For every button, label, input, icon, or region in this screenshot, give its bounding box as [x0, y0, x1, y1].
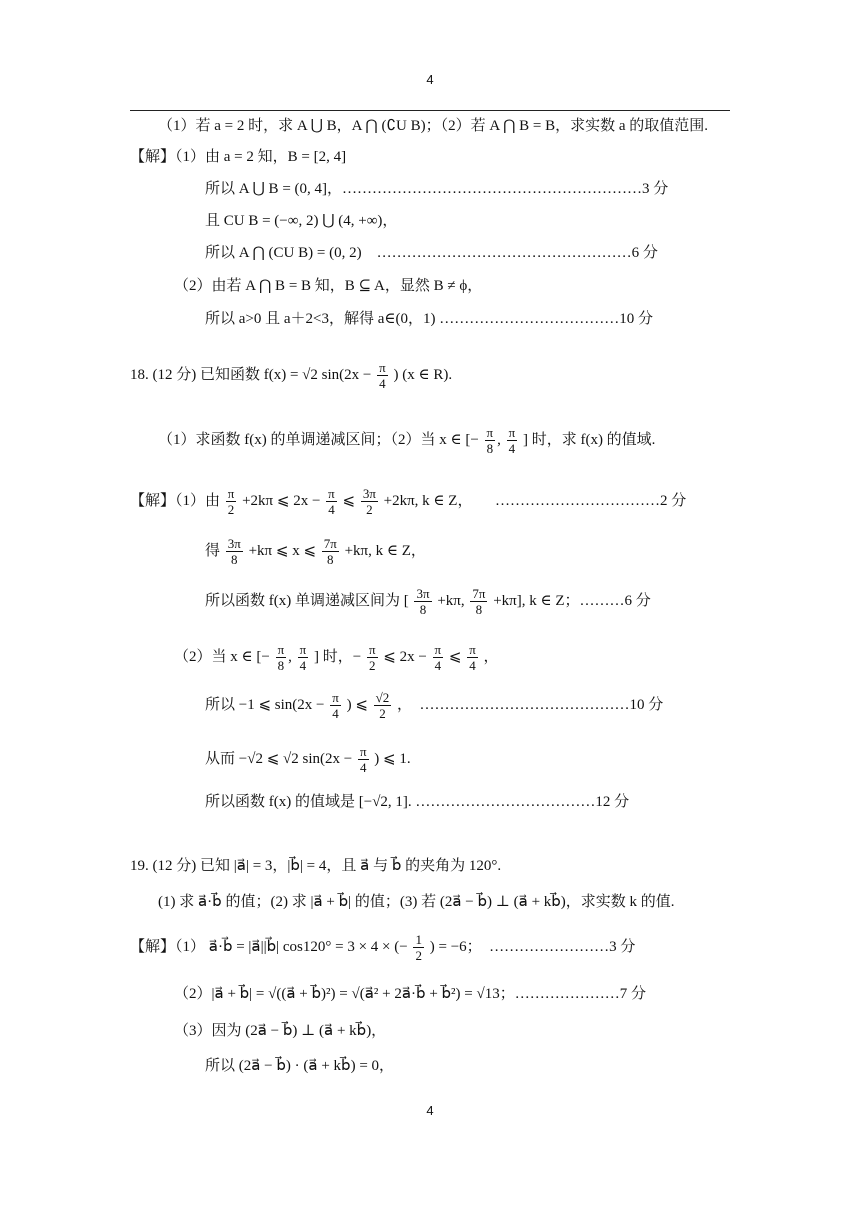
q18-s2-l2-b: ) ⩽	[346, 696, 368, 713]
q18-s2-l1-b: ] 时，−	[313, 648, 362, 665]
q18-s2-l3-a: 从而 −√2 ⩽ √2 sin(2x −	[205, 750, 353, 767]
q19-ask: (1) 求 a⃗·b⃗ 的值；(2) 求 |a⃗ + b⃗| 的值；(3) 若 (2a⃗ − b⃗) ⊥ (a⃗ + kb⃗)，求实数 k 的值.	[158, 894, 675, 910]
q19-title: 19. (12 分) 已知 |a⃗| = 3，|b⃗| = 4，且 a⃗ 与 b⃗ 的夹角为 120°.	[130, 858, 502, 874]
q18-s1-l1-d: +2kπ, k ∈ Z， ……………………………2 分	[383, 492, 687, 509]
q18-ask: （1）求函数 f(x) 的单调递减区间；（2）当 x ∈ [− $\frac{\pi}{8}$ , $\frac{\pi}{4}$ ] 时，求 f(x) 的值域.	[158, 425, 656, 456]
fraction-pi-over-2: $\frac{\pi}{2}$	[227, 486, 235, 517]
fraction-pi-over-4: $\frac{\pi}{4}$	[328, 486, 335, 517]
q18-s1-l3-b: +kπ,	[437, 592, 465, 609]
q17-solution-part2-line-1: （2）由若 A ⋂ B = B 知，B ⊆ A，显然 B ≠ ϕ，	[174, 278, 483, 294]
fraction-pi-over-4: $\frac{\pi}{4}$	[469, 642, 476, 673]
fraction-7pi-over-8: $\frac{7\pi}{8}$	[472, 586, 486, 617]
q18-title-pre: 18. (12 分) 已知函数 f(x) = √2 sin(2x −	[130, 366, 372, 383]
q17-solution-part2-line-2: 所以 a>0 且 a＋2<3，解得 a∈(0，1) ………………………………10 分	[205, 311, 653, 327]
q19-solution-line-1	[130, 932, 635, 963]
fraction-pi-over-4: $\frac{\pi}{4}$	[299, 642, 307, 673]
q18-ask-pre: （1）求函数 f(x) 的单调递减区间；（2）当 x ∈ [−	[158, 431, 479, 448]
q17-solution-line-1: 【解】（1）由 a = 2 知，B = [2, 4]	[130, 149, 347, 165]
q17-solution-line-2: 所以 A ⋃ B = (0, 4]，……………………………………………………3 分	[205, 181, 669, 197]
q19-solution-line-4: 所以 (2a⃗ − b⃗) · (a⃗ + kb⃗) = 0，	[205, 1058, 395, 1074]
q18-s2-l1-c: ⩽ 2x −	[383, 648, 427, 665]
fraction-pi-over-8: $\frac{\pi}{8}$	[486, 425, 494, 456]
fraction-pi-over-8: $\frac{\pi}{8}$	[277, 642, 285, 673]
fraction-3pi-over-8: $\frac{3\pi}{8}$	[227, 536, 241, 567]
page-number-top: 4	[426, 72, 434, 87]
header-rule	[130, 110, 730, 111]
q18-s1-l2-b: +kπ ⩽ x ⩽	[248, 542, 317, 559]
page-number-bottom: 4	[426, 1103, 434, 1118]
fraction-pi-over-4: $\frac{\pi}{4}$	[379, 360, 386, 391]
q19-solution-line-2: （2）|a⃗ + b⃗| = √((a⃗ + b⃗)²) = √(a⃗² + 2a⃗·b⃗ + b⃗²) = √13；…………………7 分	[174, 986, 646, 1002]
q18-s1-l1-a: 【解】（1）由	[130, 492, 221, 509]
q18-s1-l1-c: ⩽	[342, 492, 356, 509]
q19-s1-a: 【解】（1） a⃗·b⃗ = |a⃗||b⃗| cos120° = 3 × 4 × (−	[130, 938, 408, 955]
q18-solution-line-3	[205, 586, 651, 617]
fraction-3pi-over-8: $\frac{3\pi}{8}$	[416, 586, 430, 617]
q18-solution-line-2	[205, 536, 426, 567]
q18-solution-line-1	[130, 486, 686, 517]
q17-solution-line-3: 且 CU B = (−∞, 2) ⋃ (4, +∞)，	[205, 213, 398, 229]
q18-s1-l3-c: +kπ], k ∈ Z；………6 分	[493, 592, 651, 609]
q18-solution-part2-line-1: （2）当 x ∈ [− $\frac{\pi}{8}$ , $\frac{\pi}{4}$ ] 时，− $\frac{\pi}{2}$ ⩽ 2x − $\frac{\pi}{4}$ ⩽ $\frac{\pi}{4}$ ，	[174, 642, 499, 673]
fraction-pi-over-2: $\frac{\pi}{2}$	[368, 642, 376, 673]
fraction-3pi-over-2: $\frac{3\pi}{2}$	[362, 486, 376, 517]
q18-s1-l2-a: 得	[205, 542, 221, 559]
q18-solution-part2-line-2	[205, 690, 663, 721]
q17-solution-line-4: 所以 A ⋂ (CU B) = (0, 2) ……………………………………………6 分	[205, 245, 658, 261]
q18-s2-l2-a: 所以 −1 ⩽ sin(2x −	[205, 696, 325, 713]
fraction-sqrt2-over-2: $\frac{√2}{2}$	[375, 690, 390, 721]
q18-s2-l2-c: ， ……………………………………10 分	[397, 696, 664, 713]
q18-s2-l1-e: ，	[483, 648, 499, 665]
fraction-pi-over-4: $\frac{\pi}{4}$	[359, 744, 367, 775]
q18-s2-l1-a: （2）当 x ∈ [−	[174, 648, 270, 665]
fraction-1-over-2: $\frac{1}{2}$	[415, 932, 422, 963]
q19-s1-b: ) = −6； ……………………3 分	[429, 938, 636, 955]
q18-s1-l1-b: +2kπ ⩽ 2x −	[242, 492, 321, 509]
q18-s2-l1-d: ⩽	[448, 648, 462, 665]
q18-solution-part2-line-3	[205, 744, 411, 775]
fraction-pi-over-4: $\frac{\pi}{4}$	[332, 690, 339, 721]
q18-title-post: ) (x ∈ R).	[393, 366, 453, 383]
q19-solution-line-3: （3）因为 (2a⃗ − b⃗) ⊥ (a⃗ + kb⃗)，	[174, 1023, 387, 1039]
q18-title	[130, 360, 452, 391]
fraction-pi-over-4: $\frac{\pi}{4}$	[434, 642, 442, 673]
q18-solution-part2-line-4: 所以函数 f(x) 的值域是 [−√2, 1]. ………………………………12 分	[205, 794, 630, 810]
q18-s1-l2-c: +kπ, k ∈ Z，	[344, 542, 426, 559]
q18-s2-l3-b: ) ⩽ 1.	[374, 750, 411, 767]
q17-prompt: （1）若 a = 2 时，求 A ⋃ B，A ⋂ (∁U B)；（2）若 A ⋂ B = B，求实数 a 的取值范围.	[158, 118, 709, 134]
fraction-7pi-over-8: $\frac{7\pi}{8}$	[323, 536, 337, 567]
fraction-pi-over-4: $\frac{\pi}{4}$	[508, 425, 516, 456]
q18-ask-post: ] 时，求 f(x) 的值域.	[522, 431, 656, 448]
q18-s1-l3-a: 所以函数 f(x) 单调递减区间为 [	[205, 592, 409, 609]
